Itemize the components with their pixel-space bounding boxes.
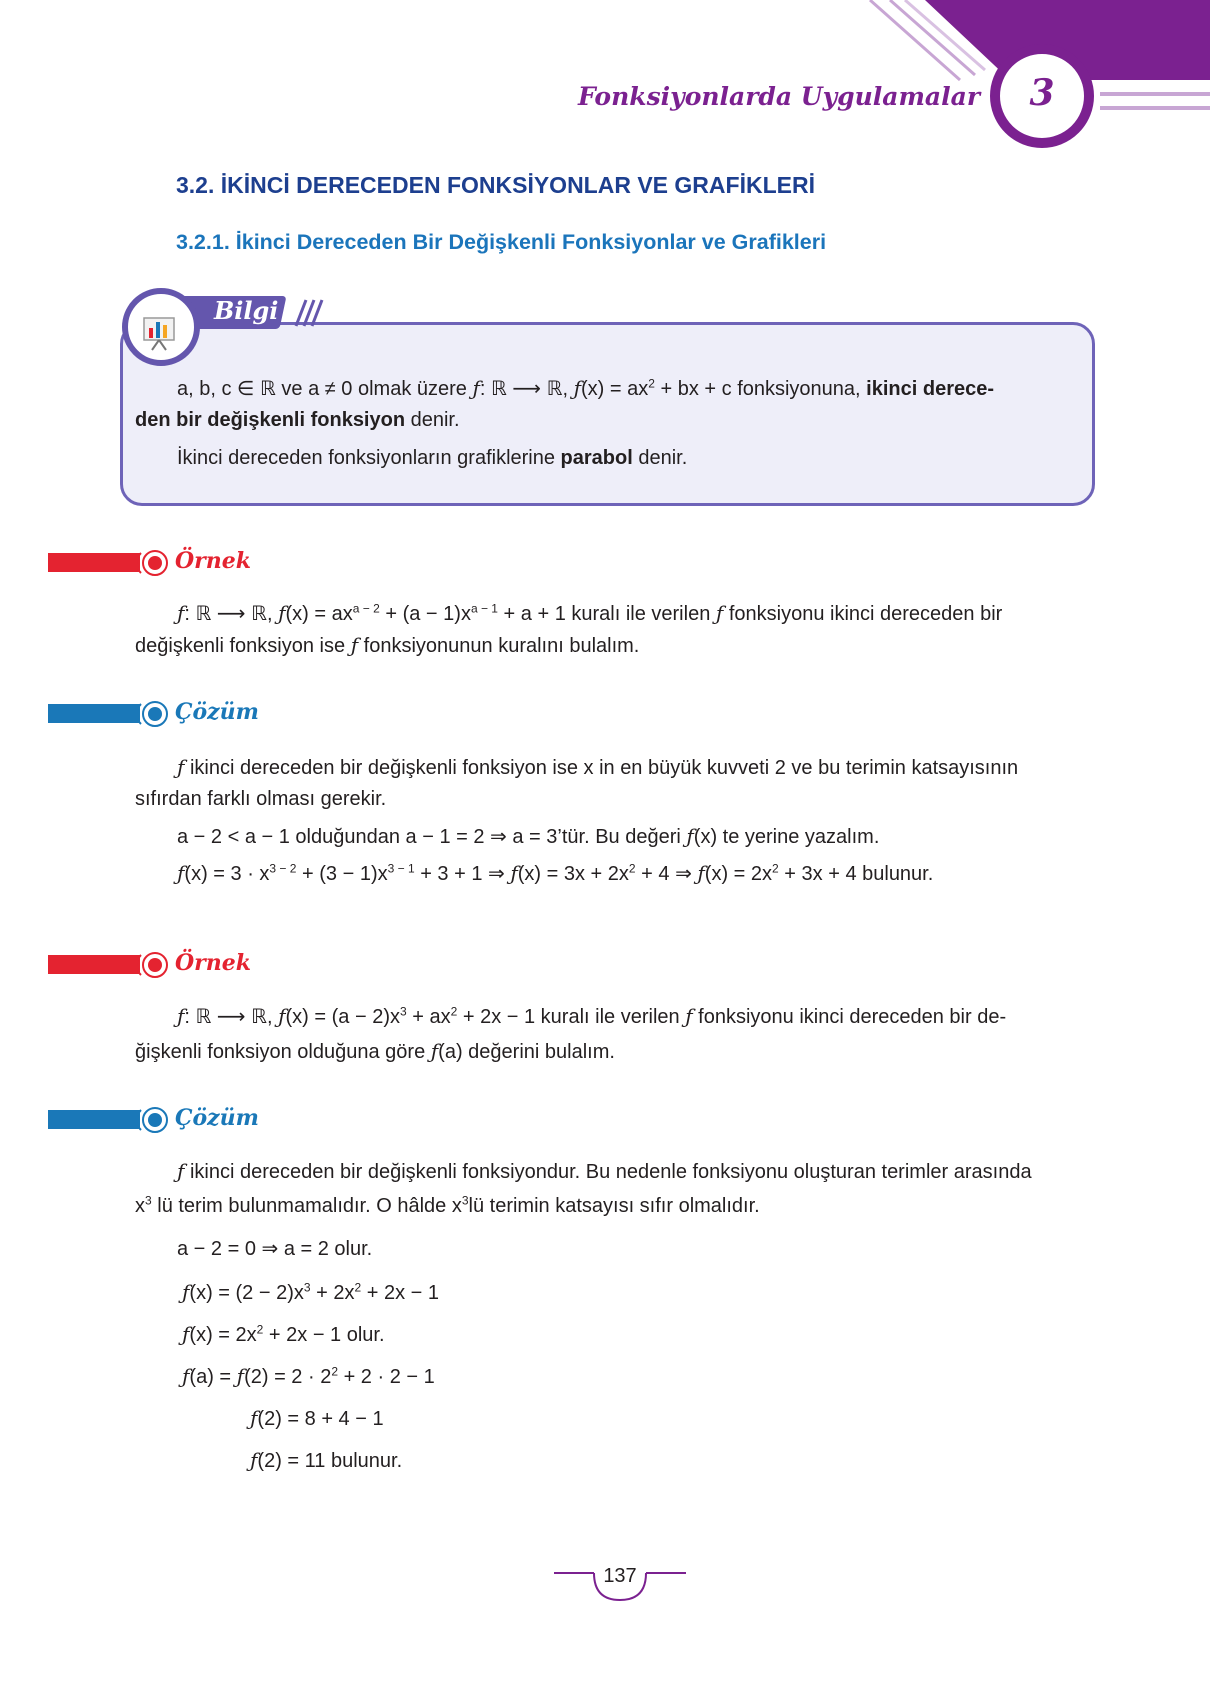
bilgi-stripes bbox=[290, 298, 330, 328]
ornek-bar bbox=[48, 553, 140, 572]
ornek-icon bbox=[137, 549, 169, 577]
solution2-line-7: ƒ(2) = 8 + 4 − 1 bbox=[250, 1406, 384, 1430]
subsection-heading: 3.2.1. İkinci Dereceden Bir Değişkenli Fonksiyonlar ve Grafikleri bbox=[176, 230, 827, 254]
chapter-number: 3 bbox=[1029, 72, 1055, 114]
example2-line-2: ğişkenli fonksiyon olduğuna göre ƒ(a) değerini bulalım. bbox=[135, 1039, 615, 1063]
cozum-label: Çözüm bbox=[175, 699, 259, 725]
ornek-icon bbox=[137, 951, 169, 979]
page-number: 137 bbox=[603, 1565, 637, 1587]
bilgi-line-2: den bir değişkenli fonksiyon denir. bbox=[135, 409, 460, 431]
solution1-line-2: sıfırdan farklı olması gerekir. bbox=[135, 788, 387, 810]
example1-line-2: değişkenli fonksiyon ise ƒ fonksiyonunun kuralını bulalım. bbox=[135, 633, 640, 657]
solution2-line-8: ƒ(2) = 11 bulunur. bbox=[250, 1448, 403, 1472]
solution2-line-5: ƒ(x) = $2x^2 + 2x - 1$ olur. bbox=[182, 1322, 385, 1346]
example1-line-1: ƒ: ℝ ⟶ ℝ, ƒ(x) = $ax^{a - 2} + (a - 1)x^{a - 1} + a + 1$ kuralı ile verilen ƒ fonksiyonu ikinci dereceden bir bbox=[177, 601, 1003, 625]
bilgi-line-3: İkinci dereceden fonksiyonların grafiklerine parabol denir. bbox=[177, 447, 688, 469]
cozum-label: Çözüm bbox=[175, 1105, 259, 1131]
bilgi-label: Bilgi bbox=[214, 296, 279, 325]
section-heading: 3.2. İKİNCİ DERECEDEN FONKSİYONLAR VE GRAFİKLERİ bbox=[176, 172, 815, 198]
solution1-line-3: a − 2 < a − 1 olduğundan a − 1 = 2 ⇒ a = 3’tür. Bu değeri ƒ(x) te yerine yazalım. bbox=[177, 824, 880, 848]
solution2-line-4: ƒ(x) = $(2 - 2)x^3 + 2x^2 + 2x - 1$ bbox=[182, 1280, 440, 1304]
solution2-line-2: $x^3$ lü terim bulunmamalıdır. O hâlde $x^3lü$ terimin katsayısı sıfır olmalıdır. bbox=[135, 1193, 760, 1217]
ornek-label: Örnek bbox=[175, 950, 251, 976]
ornek-label: Örnek bbox=[175, 548, 251, 574]
solution2-line-1: ƒ ikinci dereceden bir değişkenli fonksiyondur. Bu nedenle fonksiyonu oluşturan terimler arasında bbox=[177, 1159, 1032, 1183]
chart-presentation-icon bbox=[122, 288, 200, 366]
cozum-bar bbox=[48, 704, 140, 723]
solution1-line-1: ƒ ikinci dereceden bir değişkenli fonksiyon ise x in en büyük kuvveti 2 ve bu terimin katsayısının bbox=[177, 755, 1019, 779]
solution1-line-4: ƒ(x) = $3 \cdot x^{3 - 2} + (3 - 1)x^{3 - 1} + 3 + 1$ ⇒ ƒ(x) = $3x + 2x^2 + 4$ ⇒ ƒ(x) = $2x^2 + 3x + 4$ bulunur. bbox=[177, 861, 934, 885]
example2-line-1: ƒ: ℝ ⟶ ℝ, ƒ(x) = $(a - 2)x^3 + ax^2 + 2x - 1$ kuralı ile verilen ƒ fonksiyonu ikinci dereceden bir de- bbox=[177, 1004, 1007, 1028]
solution2-line-3: a − 2 = 0 ⇒ a = 2 olur. bbox=[177, 1238, 373, 1260]
bilgi-line-1: a, b, c ∈ ℝ ve a ≠ 0 olmak üzere ƒ: ℝ ⟶ ℝ, ƒ(x) = $ax^2$ + bx + c fonksiyonuna, ikinci derece- bbox=[177, 376, 995, 400]
cozum-icon bbox=[137, 700, 169, 728]
chapter-title: Fonksiyonlarda Uygulamalar bbox=[578, 82, 980, 111]
solution2-line-6: ƒ(a) = ƒ(2) = $2 \cdot 2^2 + 2 \cdot 2 - 1$ bbox=[182, 1364, 435, 1388]
cozum-icon bbox=[137, 1106, 169, 1134]
cozum-bar bbox=[48, 1110, 140, 1129]
ornek-bar bbox=[48, 955, 140, 974]
